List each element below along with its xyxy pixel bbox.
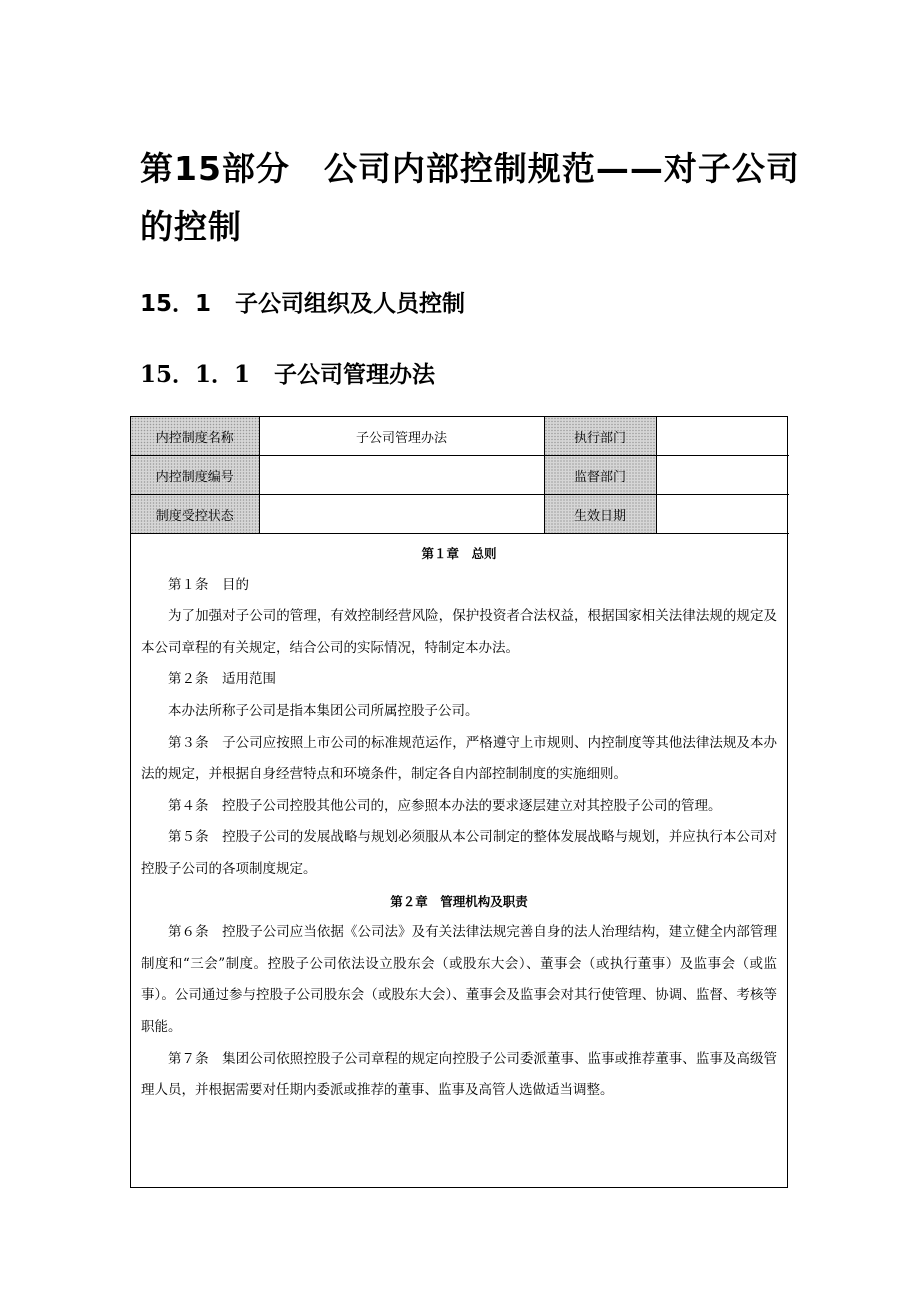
- section-heading: [140, 284, 465, 324]
- policy-body: [131, 534, 787, 1107]
- table-row: [131, 495, 789, 534]
- section-number: 15．1: [140, 291, 212, 317]
- subsection-title: 子公司管理办法: [274, 361, 436, 388]
- article-paragraph: 第４条 控股子公司控股其他公司的，应参照本办法的要求逐层建立对其控股子公司的管理。: [168, 797, 722, 814]
- table-row: [131, 417, 789, 456]
- part-title: 第15部分 公司内部控制规范——对子公司的控制: [140, 149, 800, 246]
- meta-label: 制度受控状态: [131, 495, 259, 534]
- meta-value: [656, 495, 789, 534]
- meta-value: [656, 417, 789, 456]
- chapter-heading: 第１章 总则: [421, 546, 497, 561]
- article-paragraph: 本办法所称子公司是指本集团公司所属控股子公司。: [168, 702, 479, 719]
- article-paragraph: 第３条 子公司应按照上市公司的标准规范运作，严格遵守上市规则、内控制度等其他法律法规及本办法的规定，并根据自身经营特点和环境条件，制定各自内部控制制度的实施细则。: [141, 734, 777, 783]
- article-paragraph: 第７条 集团公司依照控股子公司章程的规定向控股子公司委派董事、监事或推荐董事、监事及高级管理人员，并根据需要对任期内委派或推荐的董事、监事及高管人选做适当调整。: [141, 1050, 777, 1099]
- meta-value: [259, 456, 544, 495]
- article-paragraph: 第１条 目的: [168, 576, 249, 593]
- meta-label: 执行部门: [544, 417, 656, 456]
- policy-meta-table: [131, 417, 789, 534]
- article-paragraph: 第６条 控股子公司应当依据《公司法》及有关法律法规完善自身的法人治理结构，建立健全内部管理制度和“三会”制度。控股子公司依法设立股东会（或股东大会）、董事会（或执行董事）及监事会（或监事）。公司通过参与控股子公司股东会（或股东大会）、董事会及监事会对其行使管理、协调、监督、考核等职能。: [141, 924, 777, 1035]
- meta-label: 监督部门: [544, 456, 656, 495]
- meta-value: [656, 456, 789, 495]
- table-row: [131, 456, 789, 495]
- section-title: 子公司组织及人员控制: [235, 291, 466, 317]
- meta-label: 生效日期: [544, 495, 656, 534]
- subsection-heading: [140, 355, 435, 395]
- meta-value: 子公司管理办法: [259, 417, 544, 456]
- article-paragraph: 为了加强对子公司的管理，有效控制经营风险，保护投资者合法权益，根据国家相关法律法规的规定及本公司章程的有关规定，结合公司的实际情况，特制定本办法。: [141, 608, 777, 656]
- article-paragraph: 第２条 适用范围: [168, 671, 276, 688]
- meta-label: 内控制度编号: [131, 456, 259, 495]
- meta-label: 内控制度名称: [131, 417, 259, 456]
- policy-document-box: [130, 416, 788, 1188]
- meta-value: [259, 495, 544, 534]
- chapter-heading: 第２章 管理机构及职责: [390, 893, 528, 909]
- article-paragraph: 第５条 控股子公司的发展战略与规划必须服从本公司制定的整体发展战略与规划，并应执行本公司对控股子公司的各项制度规定。: [141, 829, 777, 877]
- subsection-number: 15．1．1: [140, 361, 251, 388]
